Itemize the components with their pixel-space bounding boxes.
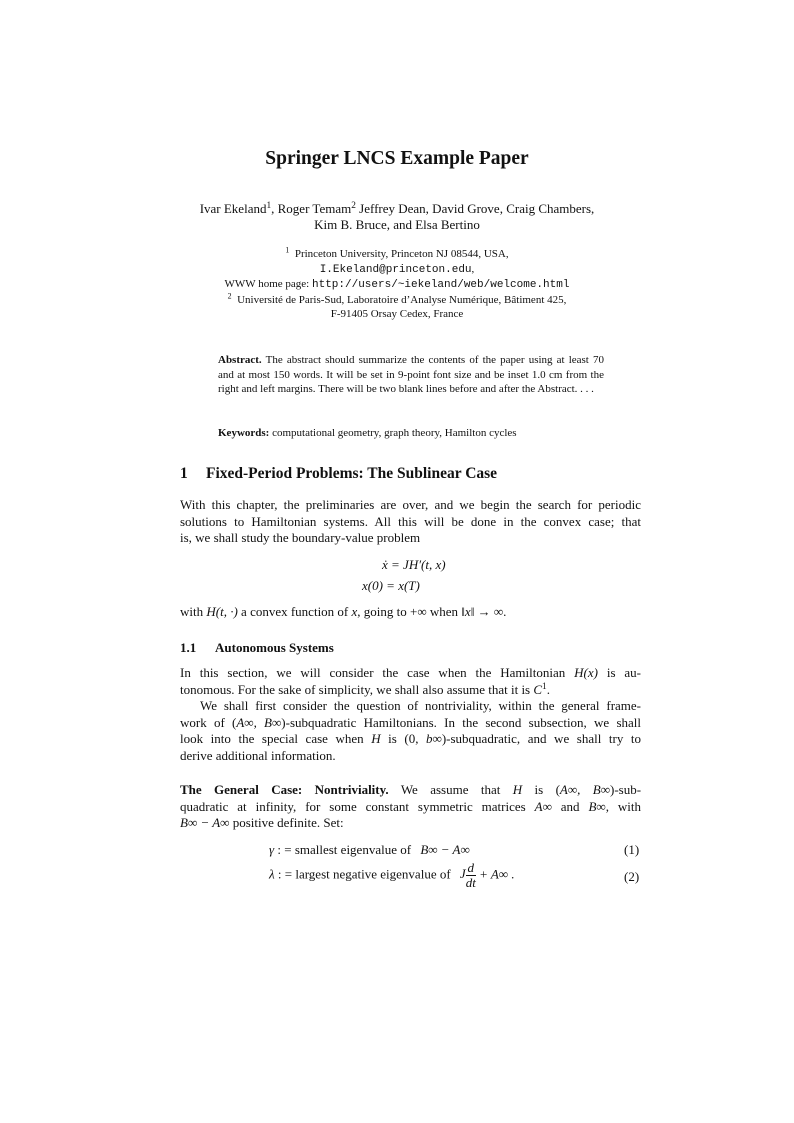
author-name: Ivar Ekeland: [199, 201, 267, 216]
math: C: [533, 681, 543, 697]
equation-number: (1): [624, 842, 640, 857]
text: is (: [522, 782, 560, 797]
text-line: [180, 604, 641, 621]
frac-denominator: dt: [465, 875, 476, 890]
math: x: [351, 604, 358, 619]
abstract-label: Abstract.: [218, 354, 262, 366]
equation-system-line-2: x(0) = x(T): [362, 578, 420, 593]
author-name: , Roger Temam: [271, 201, 352, 216]
text-line: is, we shall study the boundary-value problem: [180, 530, 421, 546]
math: + A∞ .: [475, 866, 515, 882]
author-affil-mark: 1: [266, 200, 272, 211]
section-paragraph: [180, 497, 641, 547]
general-case-paragraph: [180, 782, 641, 832]
text-line: solutions to Hamiltonian systems. All this will be done in the convex case; that: [180, 513, 641, 529]
equation-system-line-1: ẋ = JH′(t, x): [382, 557, 446, 572]
text-line: [180, 799, 641, 816]
equation-number: (2): [624, 869, 640, 884]
author-line-1: [0, 201, 794, 217]
affiliation-1: [0, 247, 794, 262]
text: : = smallest eigenvalue of: [274, 842, 415, 857]
text: tonomous. For the sake of simplicity, we shall also assume that it is: [180, 681, 534, 697]
math: H: [371, 731, 381, 747]
derivative-fraction: [466, 861, 476, 890]
affiliation-1-email-line: [0, 262, 794, 278]
punct: ,: [471, 262, 475, 275]
math: A∞, B∞: [236, 714, 282, 730]
text-line: [180, 715, 641, 732]
text: is au-: [597, 665, 641, 680]
text: work of (: [180, 714, 237, 730]
text: )-subquadratic Hamiltonians. In the second subsection, we shall: [281, 714, 641, 730]
math: b∞: [426, 731, 442, 747]
text: and: [551, 798, 589, 814]
affil-text: Université de Paris-Sud, Laboratoire d’Analyse Numérique, Bâtiment 425,: [237, 293, 567, 306]
abstract-text: The abstract should summarize the contents of the paper using at least 70 and at most 150 words. It will be set in 9-point font size and be inset 1.0 cm from the right and left margins. There will be two blank lines before and after the Abstract. . . .: [218, 354, 604, 396]
math: B∞ − A∞: [420, 842, 470, 857]
affil-mark: 2: [227, 291, 232, 301]
text: In this section, we will consider the case when the Hamiltonian: [180, 665, 575, 680]
text: with: [180, 604, 207, 619]
section-title: Fixed-Period Problems: The Sublinear Case: [206, 465, 498, 482]
text: .: [546, 681, 550, 697]
math: B∞: [588, 798, 606, 814]
equation-2: [269, 861, 515, 890]
math: λ: [269, 866, 275, 882]
math: A∞, B∞: [559, 782, 610, 797]
subsection-paragraph: [180, 665, 641, 765]
homepage-link[interactable]: http://users/~iekeland/web/welcome.html: [312, 279, 570, 292]
section-paragraph: [180, 604, 641, 621]
paper-title: Springer LNCS Example Paper: [265, 148, 529, 169]
text: is (0,: [380, 731, 427, 747]
math: γ: [269, 842, 275, 857]
math: H: [512, 782, 523, 797]
math: A∞: [534, 798, 552, 814]
text: : = largest negative eigenvalue of: [274, 866, 454, 882]
abstract: [218, 353, 604, 397]
section-number: 1: [180, 465, 188, 482]
text: look into the special case when: [180, 731, 372, 747]
text-line: [180, 682, 641, 699]
text-line: [180, 782, 641, 799]
affiliation-1-web-line: [0, 277, 794, 293]
author-list: [0, 201, 794, 233]
section-heading: [180, 465, 497, 483]
author-line-2: Kim B. Bruce, and Elsa Bertino: [314, 217, 480, 232]
math: H(x): [574, 665, 598, 680]
math: J: [459, 866, 466, 882]
equation-1: [269, 842, 470, 858]
math: H(t, ·): [206, 604, 238, 619]
text: a convex function of: [237, 604, 352, 619]
text: We assume that: [388, 782, 513, 797]
math: ‖x‖ → ∞: [461, 604, 504, 619]
author-affil-mark: 2: [351, 200, 356, 211]
web-label: WWW home page:: [224, 278, 312, 291]
keywords: [218, 426, 618, 441]
run-in-heading: The General Case: Nontriviality.: [180, 782, 389, 797]
text-line: With this chapter, the preliminaries are over, and we begin the search for periodic: [180, 497, 641, 512]
text: quadratic at infinity, for some constant symmetric matrices: [180, 798, 535, 814]
affil-text: Princeton University, Princeton NJ 08544, USA,: [294, 248, 509, 260]
math-sup: 1: [542, 681, 547, 692]
author-email[interactable]: I.Ekeland@princeton.edu: [319, 263, 472, 276]
text: )-subquadratic, and we shall try to: [441, 731, 641, 747]
subsection-heading: [180, 640, 334, 656]
text: .: [503, 604, 507, 619]
affiliation-2: [0, 293, 794, 308]
text: , going to +∞ when: [357, 604, 462, 619]
affil-mark: 1: [285, 245, 290, 255]
subsection-number: 1.1: [180, 640, 197, 655]
affiliations: [0, 247, 794, 322]
text-line: derive additional information.: [180, 747, 336, 763]
text-line: We shall first consider the question of nontriviality, within the general frame-: [200, 698, 641, 714]
text-line: [180, 665, 641, 682]
frac-numerator: d: [467, 860, 475, 875]
author-name: Jeffrey Dean, David Grove, Craig Chambers,: [355, 201, 595, 216]
text-line: [180, 731, 641, 748]
text: , with: [605, 798, 641, 814]
text: positive definite. Set:: [229, 815, 344, 831]
math: B∞ − A∞: [180, 815, 230, 831]
keywords-label: Keywords:: [218, 427, 270, 439]
text-line: [180, 815, 641, 832]
keywords-text: computational geometry, graph theory, Hamilton cycles: [272, 427, 517, 439]
affiliation-2-line-2: F-91405 Orsay Cedex, France: [330, 308, 464, 321]
text: )-sub-: [609, 782, 642, 797]
subsection-title: Autonomous Systems: [215, 640, 334, 655]
